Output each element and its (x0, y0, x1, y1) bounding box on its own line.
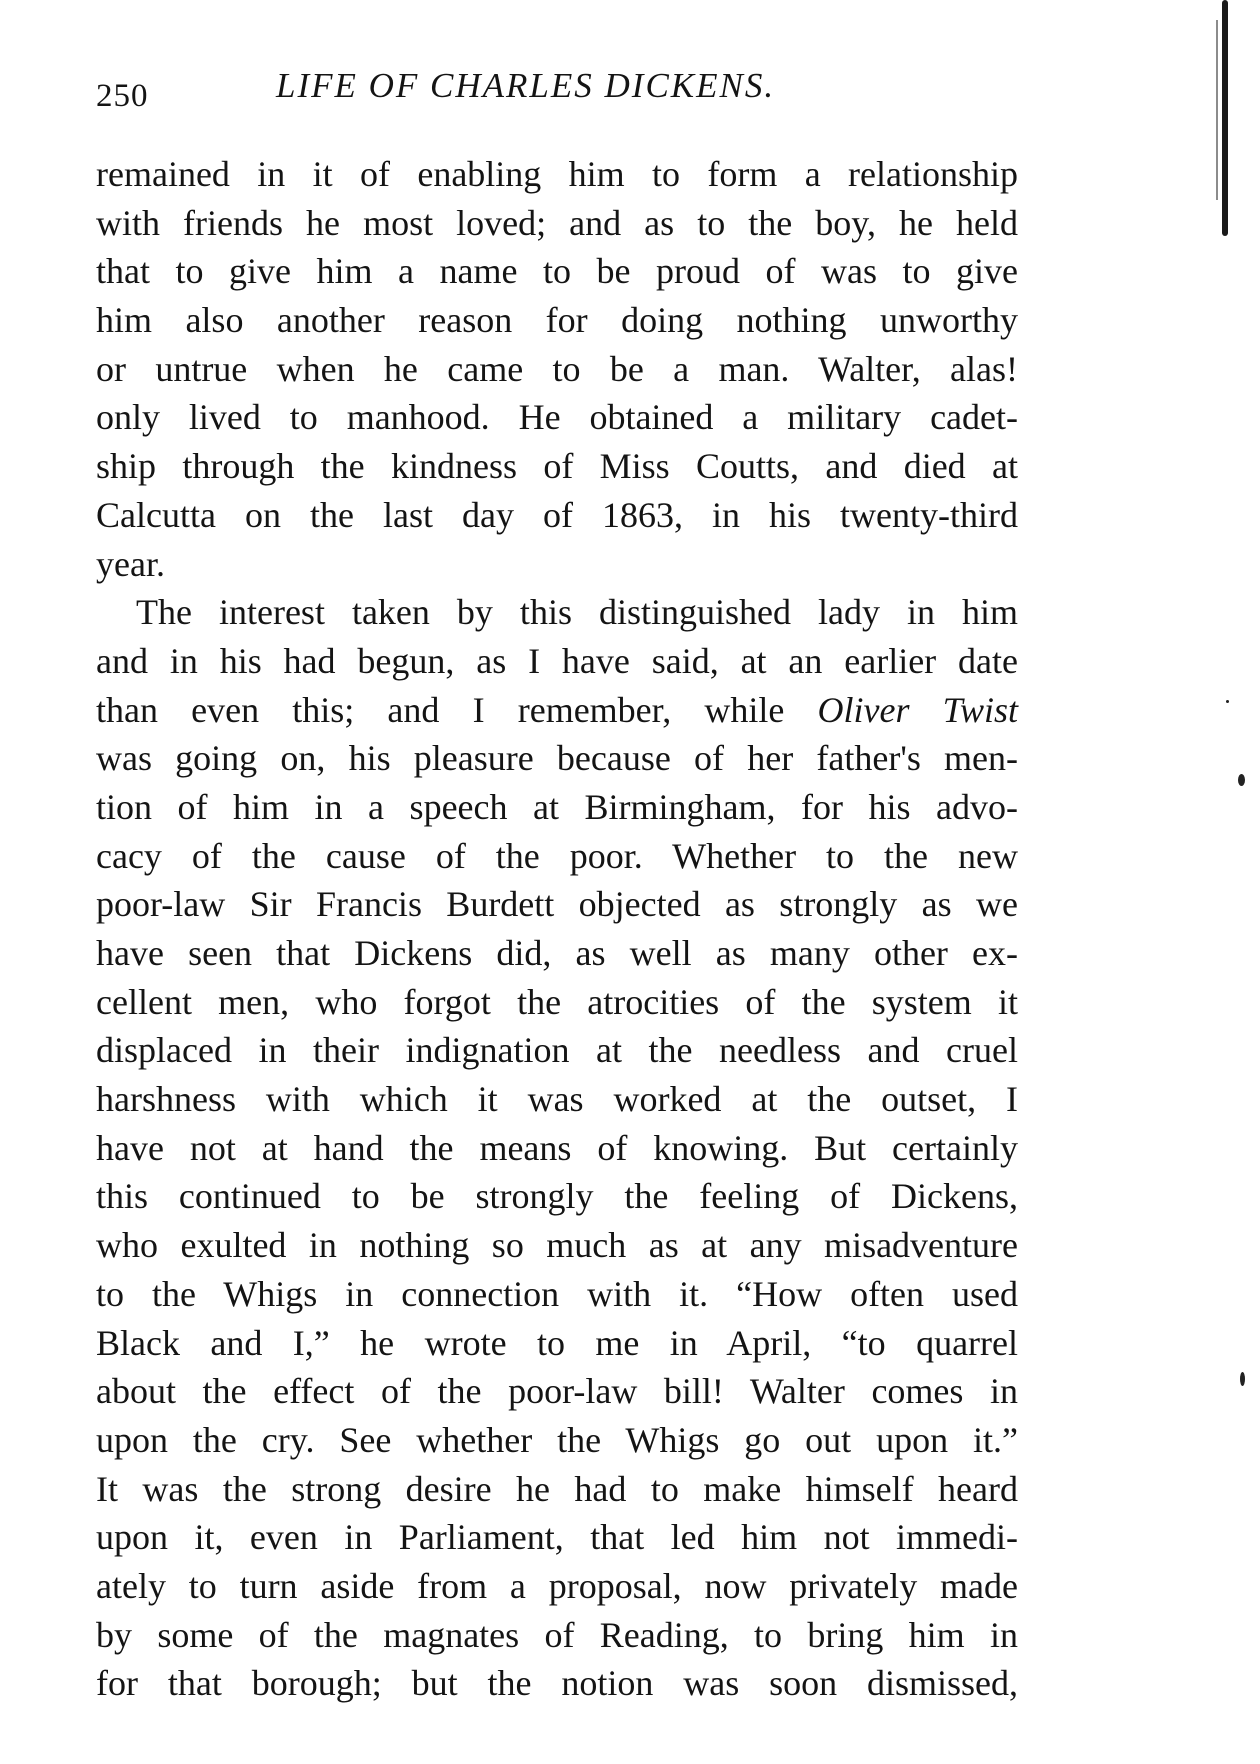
text-line: harshness with which it was worked at the outset, I (96, 1079, 1018, 1120)
scan-speck (1238, 774, 1245, 786)
text-segment: than even this; and I remember, while (96, 689, 818, 730)
text-line: was going on, his pleasure because of her father's men- (96, 738, 1018, 779)
text-line: cellent men, who forgot the atrocities of the system it (96, 981, 1018, 1022)
scan-speck (1240, 1372, 1245, 1386)
text-line: for that borough; but the notion was soon dismissed, (96, 1663, 1018, 1704)
text-line: with friends he most loved; and as to the boy, he held (96, 202, 1018, 243)
text-line: ship through the kindness of Miss Coutts, and died at (96, 446, 1018, 487)
text-line: this continued to be strongly the feeling of Dickens, (96, 1176, 1018, 1217)
text-line: to the Whigs in connection with it. “How often used (96, 1273, 1018, 1314)
text-line: have seen that Dickens did, as well as many other ex- (96, 933, 1018, 973)
text-line: The interest taken by this distinguished lady in him (136, 592, 1018, 633)
text-line: tion of him in a speech at Birmingham, for his advo- (96, 786, 1018, 827)
text-line: have not at hand the means of knowing. But certainly (96, 1127, 1018, 1168)
text-line: about the effect of the poor-law bill! Walter comes in (96, 1371, 1018, 1412)
text-line: him also another reason for doing nothing unworthy (96, 300, 1018, 341)
page-edge-shadow (1222, 0, 1228, 236)
text-line: cacy of the cause of the poor. Whether to the new (96, 835, 1018, 876)
text-line: year. (96, 543, 165, 584)
text-line: Calcutta on the last day of 1863, in his twenty-third (96, 494, 1018, 535)
scan-speck (1226, 700, 1229, 703)
page-header (96, 64, 1036, 114)
text-line: and in his had begun, as I have said, at an earlier date (96, 640, 1018, 681)
text-line: poor-law Sir Francis Burdett objected as strongly as we (96, 884, 1018, 925)
text-line: only lived to manhood. He obtained a military cadet- (96, 397, 1018, 438)
book-title-italic: Oliver Twist (817, 689, 1019, 730)
text-line: remained in it of enabling him to form a relationship (96, 154, 1018, 194)
running-title: LIFE OF CHARLES DICKENS. (276, 66, 776, 105)
text-line: who exulted in nothing so much as at any misadventure (96, 1225, 1018, 1266)
text-line: ately to turn aside from a proposal, now privately made (96, 1565, 1018, 1606)
page-edge-shadow-thin (1216, 20, 1218, 200)
text-line: Black and I,” he wrote to me in April, “to quarrel (96, 1322, 1018, 1363)
text-line: that to give him a name to be proud of was to give (96, 251, 1018, 292)
text-line: or untrue when he came to be a man. Walter, alas! (96, 348, 1018, 389)
body-text (96, 150, 1018, 1708)
page-number: 250 (96, 78, 149, 114)
text-line: upon the cry. See whether the Whigs go out upon it.” (96, 1419, 1018, 1460)
text-line: displaced in their indignation at the needless and cruel (96, 1030, 1018, 1071)
text-line (96, 686, 1018, 735)
text-line: upon it, even in Parliament, that led him not immedi- (96, 1517, 1018, 1558)
text-line: It was the strong desire he had to make himself heard (96, 1468, 1018, 1509)
text-line: by some of the magnates of Reading, to bring him in (96, 1614, 1018, 1655)
